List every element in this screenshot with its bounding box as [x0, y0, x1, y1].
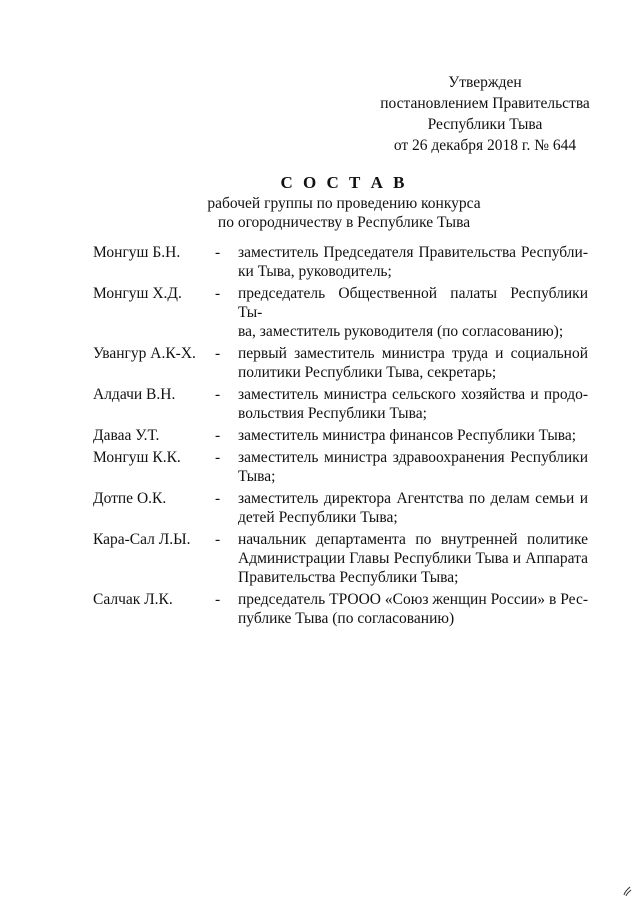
member-role-line: заместитель Председателя Правительства Республи- — [238, 244, 588, 261]
member-dash: - — [215, 531, 221, 548]
member-role-line: вольствия Республики Тыва; — [238, 405, 427, 422]
member-row — [93, 489, 588, 527]
scribble-mark-icon — [622, 885, 632, 897]
approval-line: постановлением Правительства — [380, 95, 590, 112]
members-list — [93, 243, 588, 631]
member-name: Кара-Сал Л.Ы. — [93, 531, 191, 548]
member-dash: - — [215, 386, 221, 403]
member-row — [93, 243, 588, 281]
member-role — [238, 344, 588, 382]
member-name: Монгуш Б.Н. — [93, 244, 181, 261]
member-role-line: заместитель директора Агентства по делам семьи и — [238, 490, 588, 507]
member-role — [238, 243, 588, 281]
member-role-line: председатель Общественной палаты Республики Ты- — [238, 285, 588, 321]
member-row — [93, 284, 588, 341]
member-dash: - — [215, 285, 221, 302]
member-role-line: Администрации Главы Республики Тыва и Аппарата — [238, 550, 588, 567]
member-role-line: публике Тыва (по согласованию) — [238, 610, 455, 627]
member-dash: - — [215, 427, 221, 444]
member-name: Увангур А.К-Х. — [93, 345, 196, 362]
member-role-line: детей Республики Тыва; — [238, 509, 398, 526]
member-dash: - — [215, 490, 221, 507]
member-role-line: Правительства Республики Тыва; — [238, 569, 459, 586]
member-name: Алдачи В.Н. — [93, 386, 176, 403]
document-heading — [0, 172, 640, 232]
approval-block — [380, 72, 590, 156]
member-role — [238, 530, 588, 587]
member-role — [238, 489, 588, 527]
approval-date-line: от 26 декабря 2018 г. № 644 — [393, 137, 577, 154]
approval-line: Утвержден — [448, 74, 522, 91]
member-role — [238, 385, 588, 423]
member-row — [93, 344, 588, 382]
member-role — [238, 284, 588, 341]
member-role — [238, 448, 588, 486]
member-role-line: председатель ТРООО «Союз женщин России» в Рес- — [238, 591, 588, 608]
member-name: Даваа У.Т. — [93, 427, 160, 444]
member-role-line: заместитель министра здравоохранения Республики — [238, 449, 588, 466]
approval-line: Республики Тыва — [427, 116, 543, 133]
member-role-line: ва, заместитель руководителя (по согласованию); — [238, 323, 564, 340]
member-role-line: ки Тыва, руководитель; — [238, 263, 392, 280]
member-dash: - — [215, 449, 221, 466]
member-row — [93, 530, 588, 587]
member-role-line: Тыва; — [238, 468, 276, 485]
member-role-line: политики Республики Тыва, секретарь; — [238, 364, 497, 381]
member-role-line: начальник департамента по внутренней политике — [238, 531, 588, 548]
member-row — [93, 426, 588, 445]
member-dash: - — [215, 244, 221, 261]
member-row — [93, 448, 588, 486]
member-dash: - — [215, 345, 221, 362]
member-name: Дотпе О.К. — [93, 490, 167, 507]
document-subtitle: рабочей группы по проведению конкурса — [207, 195, 481, 212]
member-role-line: заместитель министра сельского хозяйства и продо- — [238, 386, 588, 403]
member-dash: - — [215, 591, 221, 608]
document-title: С О С Т А В — [280, 173, 408, 192]
document-subtitle: по огородничеству в Республике Тыва — [217, 214, 471, 231]
member-role — [238, 426, 588, 445]
member-role-line: заместитель министра финансов Республики Тыва; — [238, 427, 577, 444]
member-row — [93, 385, 588, 423]
member-name: Салчак Л.К. — [93, 591, 173, 608]
member-role-line: первый заместитель министра труда и социальной — [238, 345, 588, 362]
member-role — [238, 590, 588, 628]
member-row — [93, 590, 588, 628]
member-name: Монгуш К.К. — [93, 449, 181, 466]
member-name: Монгуш Х.Д. — [93, 285, 182, 302]
